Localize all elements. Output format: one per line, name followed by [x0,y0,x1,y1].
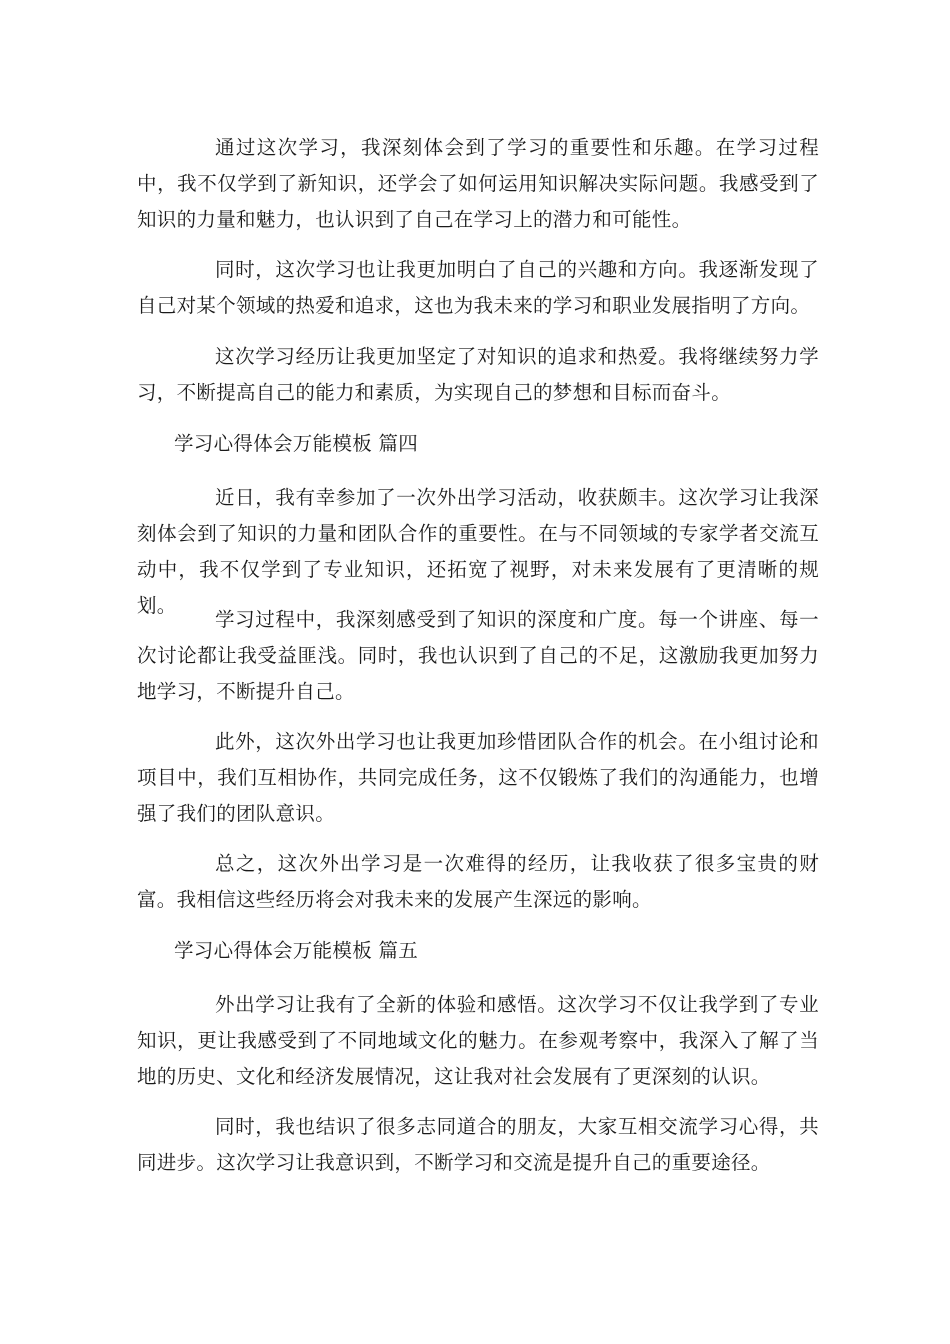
paragraph: 这次学习经历让我更加坚定了对知识的追求和热爱。我将继续努力学习，不断提高自己的能力和素质，为实现自己的梦想和目标而奋斗。 [137,345,819,404]
paragraph: 外出学习让我有了全新的体验和感悟。这次学习不仅让我学到了专业知识，更让我感受到了不同地域文化的魅力。在参观考察中，我深入了解了当地的历史、文化和经济发展情况，这让我对社会发展有了更深刻的认识。 [137,993,819,1088]
paragraph: 同时，我也结识了很多志同道合的朋友，大家互相交流学习心得，共同进步。这次学习让我意识到，不断学习和交流是提升自己的重要途径。 [137,1115,819,1174]
section-heading: 学习心得体会万能模板 篇四 [174,432,419,455]
section-heading: 学习心得体会万能模板 篇五 [174,939,419,962]
paragraph: 同时，这次学习也让我更加明白了自己的兴趣和方向。我逐渐发现了自己对某个领域的热爱和追求，这也为我未来的学习和职业发展指明了方向。 [137,258,819,317]
paragraph: 学习过程中，我深刻感受到了知识的深度和广度。每一个讲座、每一次讨论都让我受益匪浅。同时，我也认识到了自己的不足，这激励我更加努力地学习，不断提升自己。 [137,608,819,703]
paragraph: 此外，这次外出学习也让我更加珍惜团队合作的机会。在小组讨论和项目中，我们互相协作，共同完成任务，这不仅锻炼了我们的沟通能力，也增强了我们的团队意识。 [137,730,819,825]
paragraph: 近日，我有幸参加了一次外出学习活动，收获颇丰。这次学习让我深刻体会到了知识的力量和团队合作的重要性。在与不同领域的专家学者交流互动中，我不仅学到了专业知识，还拓宽了视野，对未来发展有了更清晰的规划。 [137,486,819,617]
paragraph: 总之，这次外出学习是一次难得的经历，让我收获了很多宝贵的财富。我相信这些经历将会对我未来的发展产生深远的影响。 [137,852,819,911]
paragraph: 通过这次学习，我深刻体会到了学习的重要性和乐趣。在学习过程中，我不仅学到了新知识，还学会了如何运用知识解决实际问题。我感受到了知识的力量和魅力，也认识到了自己在学习上的潜力和可能性。 [137,136,819,231]
